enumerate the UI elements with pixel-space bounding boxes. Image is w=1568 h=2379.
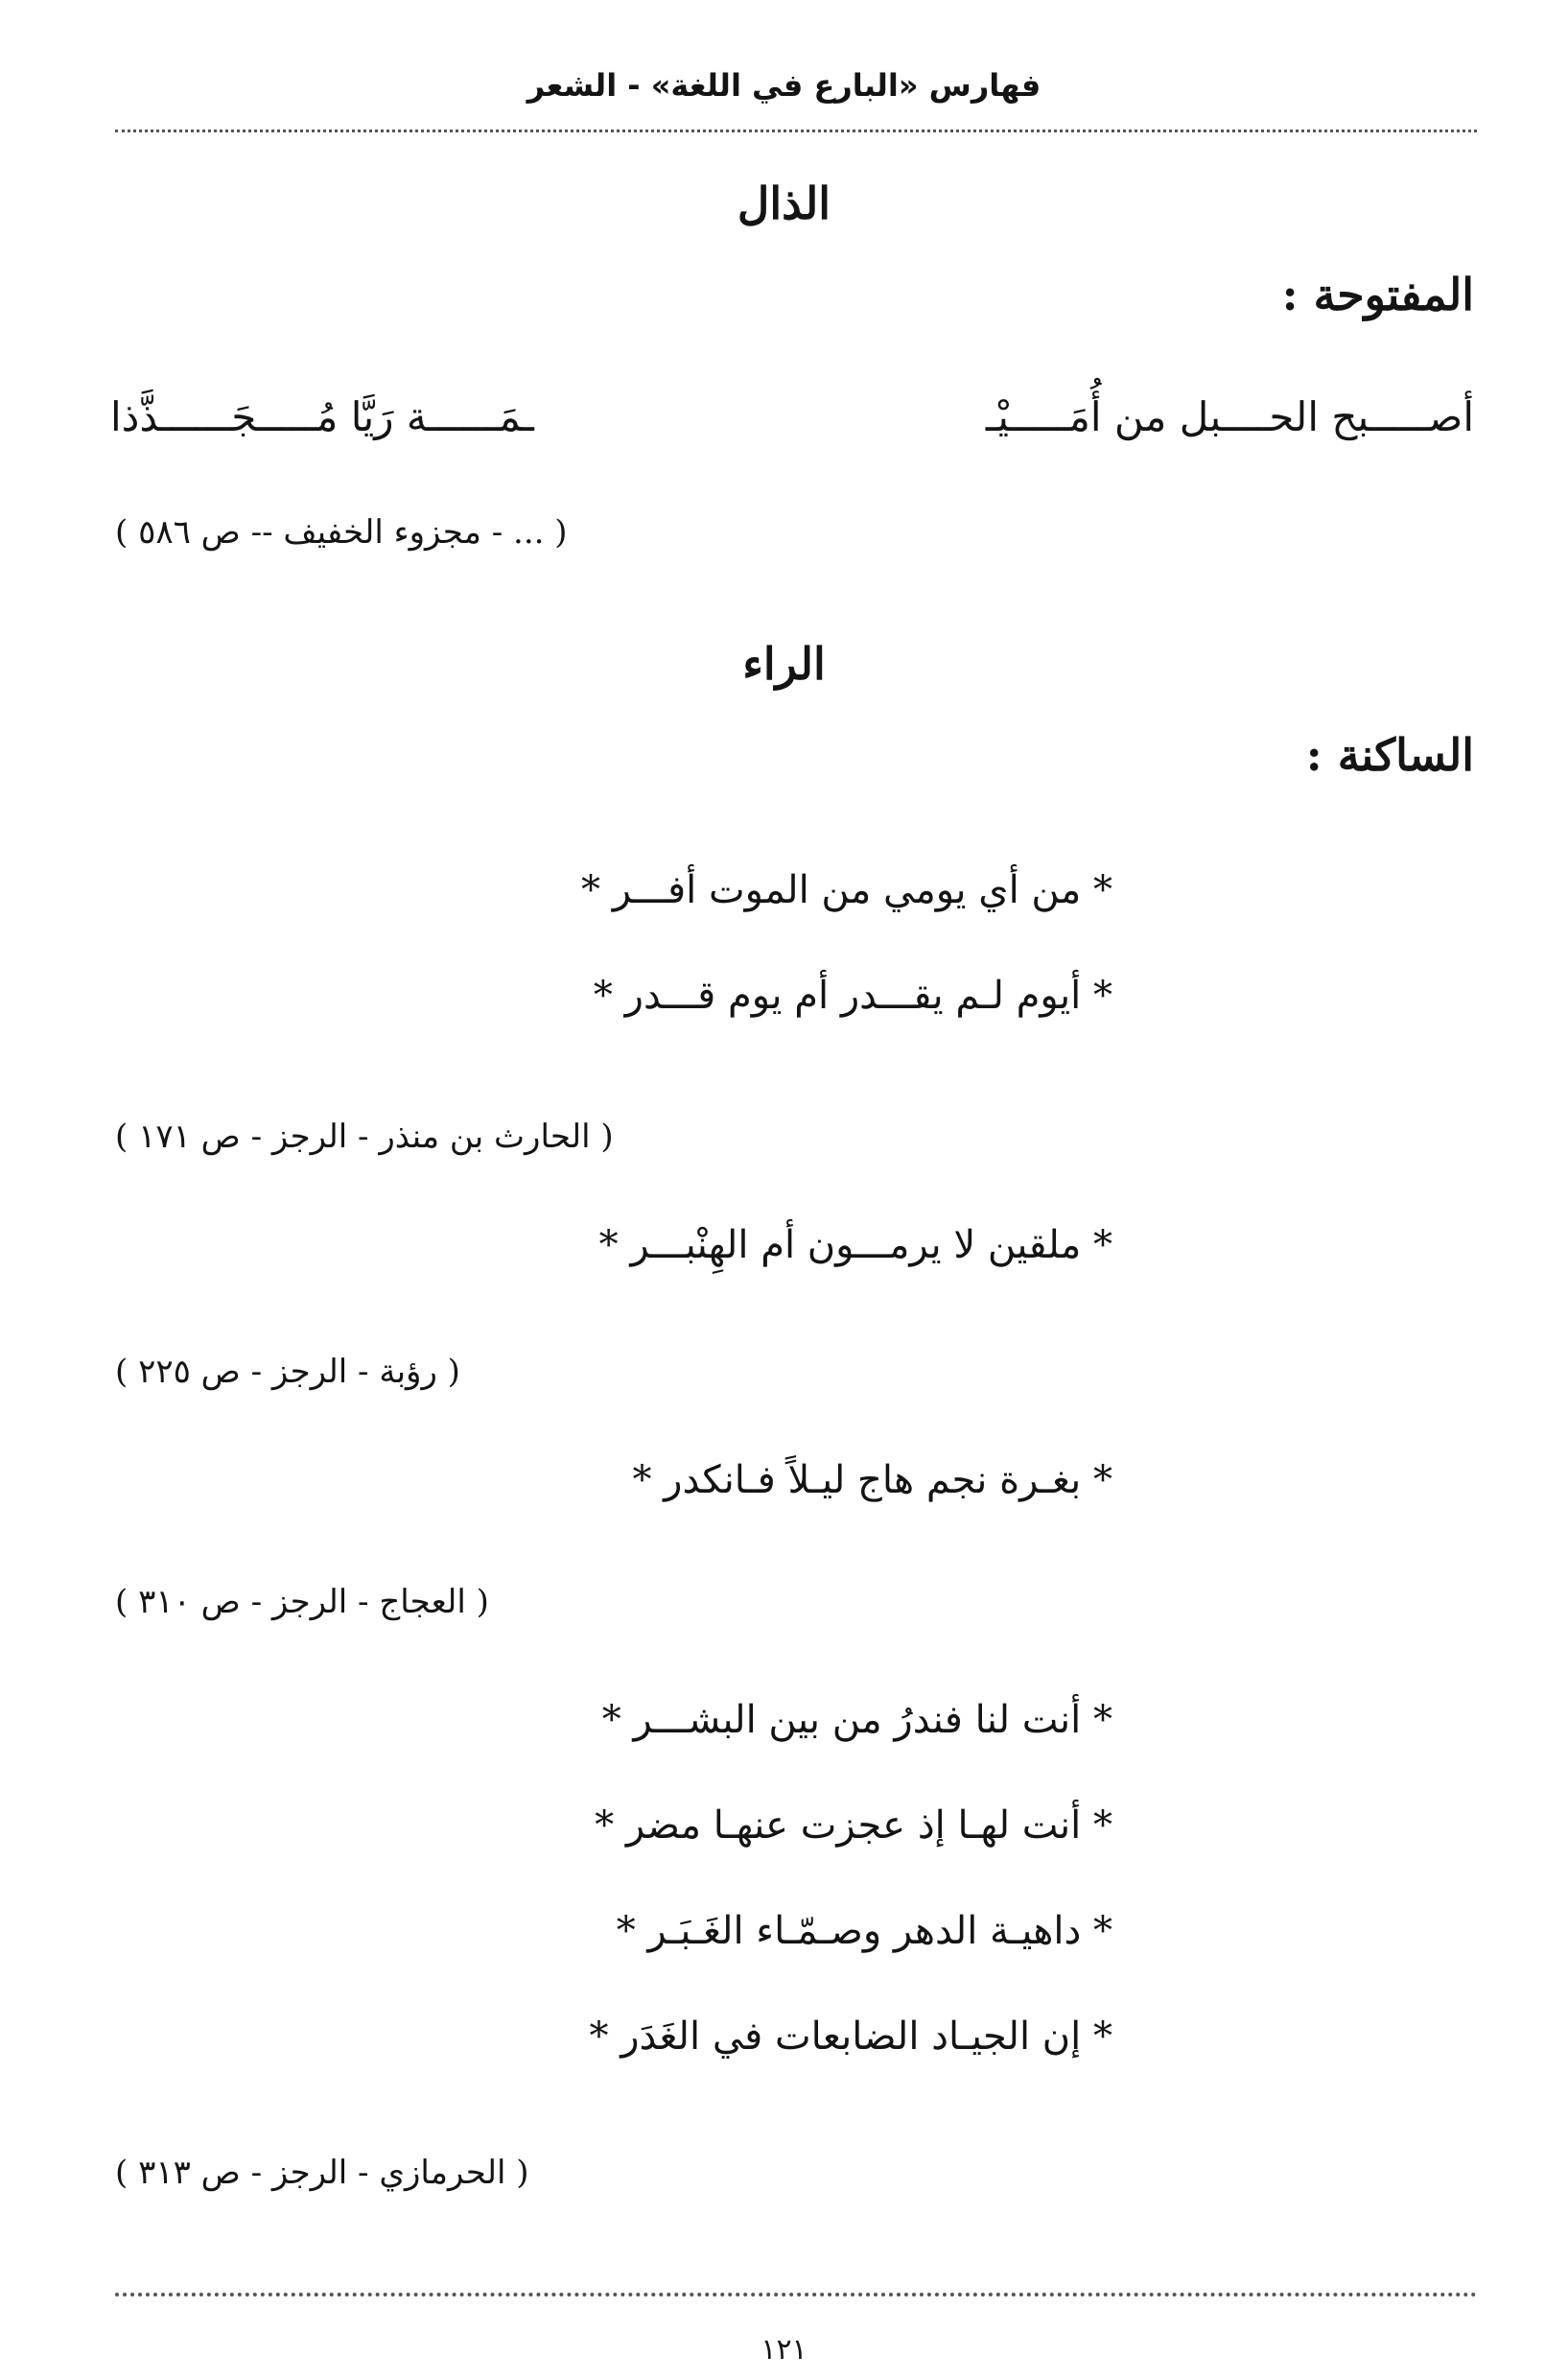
rajaz-line: * ملقين لا يرمـــون أم الهِنْبـــر * bbox=[598, 1223, 1112, 1267]
subhead-sakina: الساكنة : bbox=[1305, 729, 1474, 781]
source-citation: ( الحرمازي - الرجز - ص ٣١٣ ) bbox=[115, 2154, 529, 2192]
verse-second-hemistich: ـمَــــــة رَيَّا مُـــــجَــــــذَّذا bbox=[110, 393, 534, 440]
header-rule bbox=[115, 130, 1477, 132]
source-citation: ( العجاج - الرجز - ص ٣١٠ ) bbox=[115, 1583, 489, 1621]
page-number: ١٢١ bbox=[761, 2333, 807, 2367]
verse-first-hemistich: أصـــــبح الحــــبل من أُمَـــــيْـ bbox=[985, 393, 1474, 440]
source-citation: ( الحارث بن منذر - الرجز - ص ١٧١ ) bbox=[115, 1118, 614, 1156]
section-title-ra: الراء bbox=[742, 638, 826, 690]
section-title-dhal: الذال bbox=[737, 177, 831, 229]
running-header: فهارس «البارع في اللغة» - الشعر bbox=[527, 67, 1041, 104]
rajaz-line: * أنت لنا فندرُ من بين البشـــر * bbox=[601, 1698, 1112, 1742]
rajaz-line: * أنت لهـا إذ عجزت عنهـا مضر * bbox=[595, 1803, 1112, 1848]
verse-line-dhal bbox=[110, 393, 1474, 460]
source-citation: ( ... - مجزوء الخفيف -- ص ٥٨٦ ) bbox=[115, 513, 568, 552]
source-citation: ( رؤبة - الرجز - ص ٢٢٥ ) bbox=[115, 1353, 460, 1391]
rajaz-line: * من أي يومي من الموت أفـــر * bbox=[581, 868, 1112, 912]
footer-rule bbox=[115, 2293, 1477, 2297]
rajaz-line: * بغـرة نجم هاج ليـلاً فـانكدر * bbox=[632, 1458, 1112, 1502]
rajaz-line: * إن الجيـاد الضابعات في الغَدَر * bbox=[589, 2014, 1112, 2059]
rajaz-line: * داهيـة الدهر وصـمّـاء الغَـبَـر * bbox=[616, 1909, 1112, 1953]
subhead-maftuha: المفتوحة : bbox=[1281, 269, 1474, 320]
rajaz-line: * أيوم لـم يقـــدر أم يوم قـــدر * bbox=[593, 974, 1112, 1018]
